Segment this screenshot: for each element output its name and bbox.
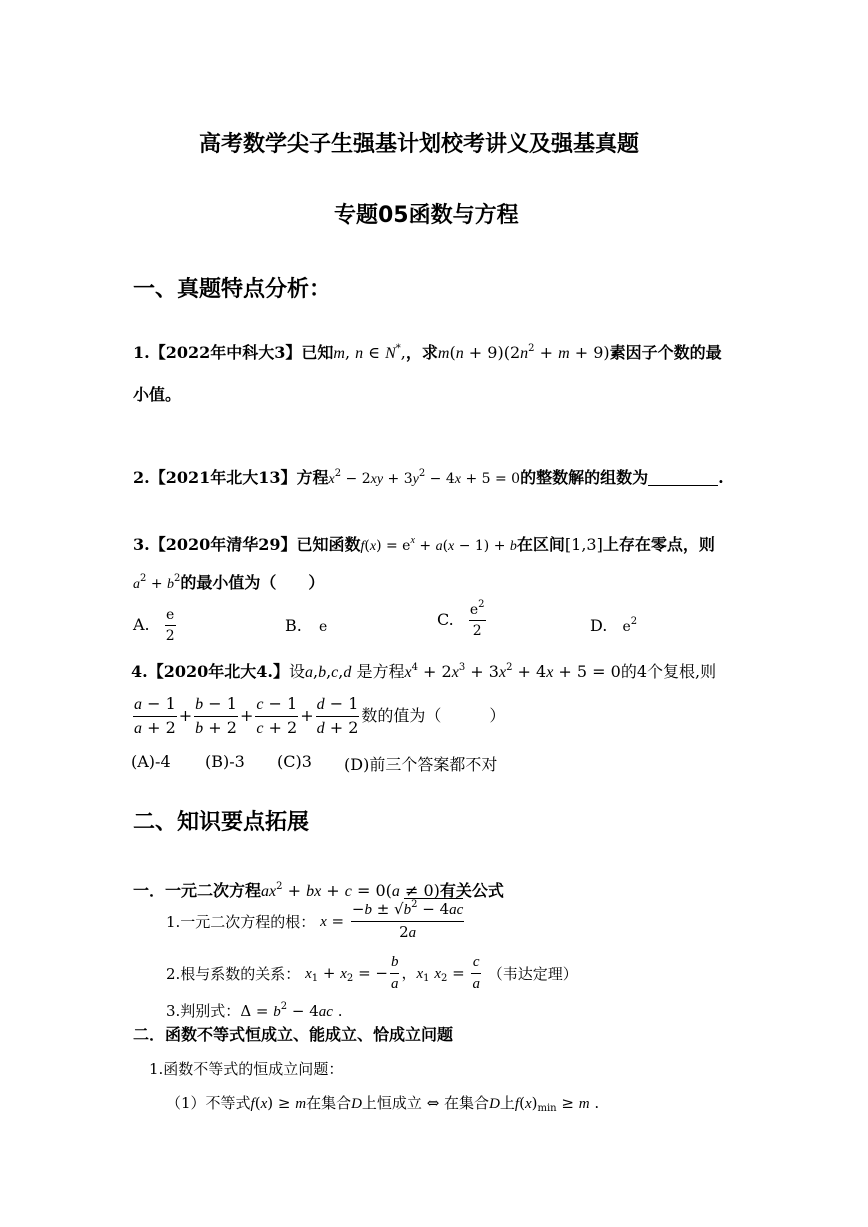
math-expression: $a^2 + b^2$ bbox=[133, 573, 181, 592]
math-expression: [1,3] bbox=[564, 535, 603, 554]
question-number: 2. bbox=[133, 468, 150, 487]
section-heading-knowledge: 二、知识要点拓展 bbox=[133, 810, 310, 835]
question-text: . bbox=[718, 468, 724, 487]
math-expression: $x_1 + x_2$ = − $\frac{b}{a}$ ，$x_1$ $x_2$ = $\frac{c}{a}$ bbox=[305, 954, 480, 992]
question-text: 设 bbox=[288, 662, 305, 681]
choice-b: (B)-3 bbox=[205, 752, 245, 771]
answer-blank bbox=[648, 469, 718, 486]
question-number: 4. bbox=[131, 662, 148, 681]
question-text: 的4个复根,则 bbox=[620, 662, 717, 681]
option-a: A. $\frac{e}{2}$ bbox=[133, 607, 175, 644]
question-4-line2 bbox=[131, 696, 505, 737]
formula-label: 3.判别式： bbox=[166, 1002, 241, 1020]
choice-a: (A)-4 bbox=[131, 752, 171, 771]
text: 上恒成立 bbox=[361, 1094, 422, 1112]
part2-sub1 bbox=[166, 1092, 599, 1113]
question-3-line2 bbox=[133, 570, 324, 593]
formula-vieta bbox=[166, 955, 578, 992]
document-subtitle: 专题05函数与方程 bbox=[334, 203, 519, 228]
question-source: 【2021年北大13】方程 bbox=[149, 468, 329, 487]
question-1-line2: 小值。 bbox=[133, 385, 182, 404]
math-expression: $f(x)_{min} \ge m$ . bbox=[514, 1094, 600, 1114]
question-text: 的最小值为（ ） bbox=[180, 573, 325, 592]
option-c: C. $\frac{e^2}{2}$ bbox=[437, 599, 485, 639]
math-expression: $\Delta = b^2 - 4ac$ . bbox=[240, 1001, 343, 1020]
math-expression: $m(n + 9)(2n^2 + m + 9)$ bbox=[437, 343, 610, 362]
question-source: 【2022年中科大3】已知 bbox=[149, 343, 334, 362]
math-expression: $ax^2$ + bx + c = 0(a ≠ 0) bbox=[261, 881, 440, 900]
formula-roots bbox=[166, 899, 466, 941]
formula-label: 1.一元二次方程的根： bbox=[166, 913, 316, 931]
text: 在集合 bbox=[444, 1094, 490, 1112]
question-number: 1. bbox=[133, 343, 150, 362]
text: （1）不等式 bbox=[166, 1094, 251, 1112]
part-title-text: 有关公式 bbox=[439, 881, 504, 900]
part2-item1: 1.函数不等式的恒成立问题： bbox=[149, 1060, 344, 1078]
question-text: ，求 bbox=[405, 343, 438, 362]
math-expression: D bbox=[489, 1096, 500, 1112]
question-text: 上存在零点，则 bbox=[602, 535, 715, 554]
text: 在集合 bbox=[306, 1094, 352, 1112]
question-2 bbox=[133, 465, 724, 488]
math-expression: f(x) ≥ m bbox=[250, 1094, 307, 1112]
math-expression: D bbox=[351, 1096, 362, 1112]
text: 上 bbox=[499, 1094, 515, 1112]
question-1: 1.【2022年中科大3】已知m, n ∈ N*,，求$m(n + 9)(2n^2 + m + 9)$素因子个数的最 bbox=[133, 343, 722, 362]
math-expression: m bbox=[333, 345, 345, 362]
question-text: 素因子个数的最 bbox=[609, 343, 722, 362]
choice-c: (C)3 bbox=[277, 752, 312, 771]
question-text: 在区间 bbox=[516, 535, 565, 554]
question-text: 是方程 bbox=[356, 662, 405, 681]
option-b: B. e bbox=[285, 616, 328, 635]
part-title-text: 一．一元二次方程 bbox=[133, 881, 262, 900]
option-label: D. bbox=[590, 616, 608, 635]
option-label: B. bbox=[285, 616, 302, 635]
math-expression: x = $\frac{-b \pm √b^2 - 4ac}{2a}$ bbox=[320, 899, 464, 941]
question-text: 的整数解的组数为 bbox=[520, 468, 649, 487]
math-expression: $f(x) = e^x + a(x - 1) + b$ bbox=[360, 535, 517, 554]
part2-title: 二．函数不等式恒成立、能成立、恰成立问题 bbox=[133, 1025, 454, 1044]
question-3 bbox=[133, 532, 715, 555]
math-expression: $x^4 + 2x^3 + 3x^2 + 4x + 5 = 0$ bbox=[404, 662, 621, 681]
option-d: D. $e^2$ bbox=[590, 616, 638, 635]
option-label: C. bbox=[437, 610, 454, 629]
formula-discriminant bbox=[166, 1000, 343, 1021]
choice-d: (D)前三个答案都不对 bbox=[344, 755, 498, 774]
section-heading-analysis: 一、真题特点分析： bbox=[133, 277, 332, 302]
option-label: A. bbox=[133, 615, 150, 634]
math-expression: ⇔ bbox=[421, 1094, 445, 1112]
question-source: 【2020年北大4.】 bbox=[147, 662, 289, 681]
math-expression: a,b,c,d bbox=[304, 662, 352, 681]
question-source: 【2020年清华29】已知函数 bbox=[149, 535, 361, 554]
question-number: 3. bbox=[133, 535, 150, 554]
question-text: 数的值为（ ） bbox=[361, 706, 506, 725]
question-4 bbox=[131, 659, 716, 682]
formula-note: （韦达定理） bbox=[487, 965, 578, 983]
math-expression: $\frac{a - 1}{a + 2}$ + $\frac{b - 1}{b + 2}$ + $\frac{c - 1}{c + 2}$ + $\frac{d - 1}{d + 2}$ bbox=[134, 694, 359, 737]
document-title: 高考数学尖子生强基计划校考讲义及强基真题 bbox=[199, 132, 640, 157]
formula-label: 2.根与系数的关系： bbox=[166, 965, 301, 983]
math-expression: $x^2 - 2xy + 3y^2 - 4x + 5 = 0$ bbox=[328, 468, 521, 487]
